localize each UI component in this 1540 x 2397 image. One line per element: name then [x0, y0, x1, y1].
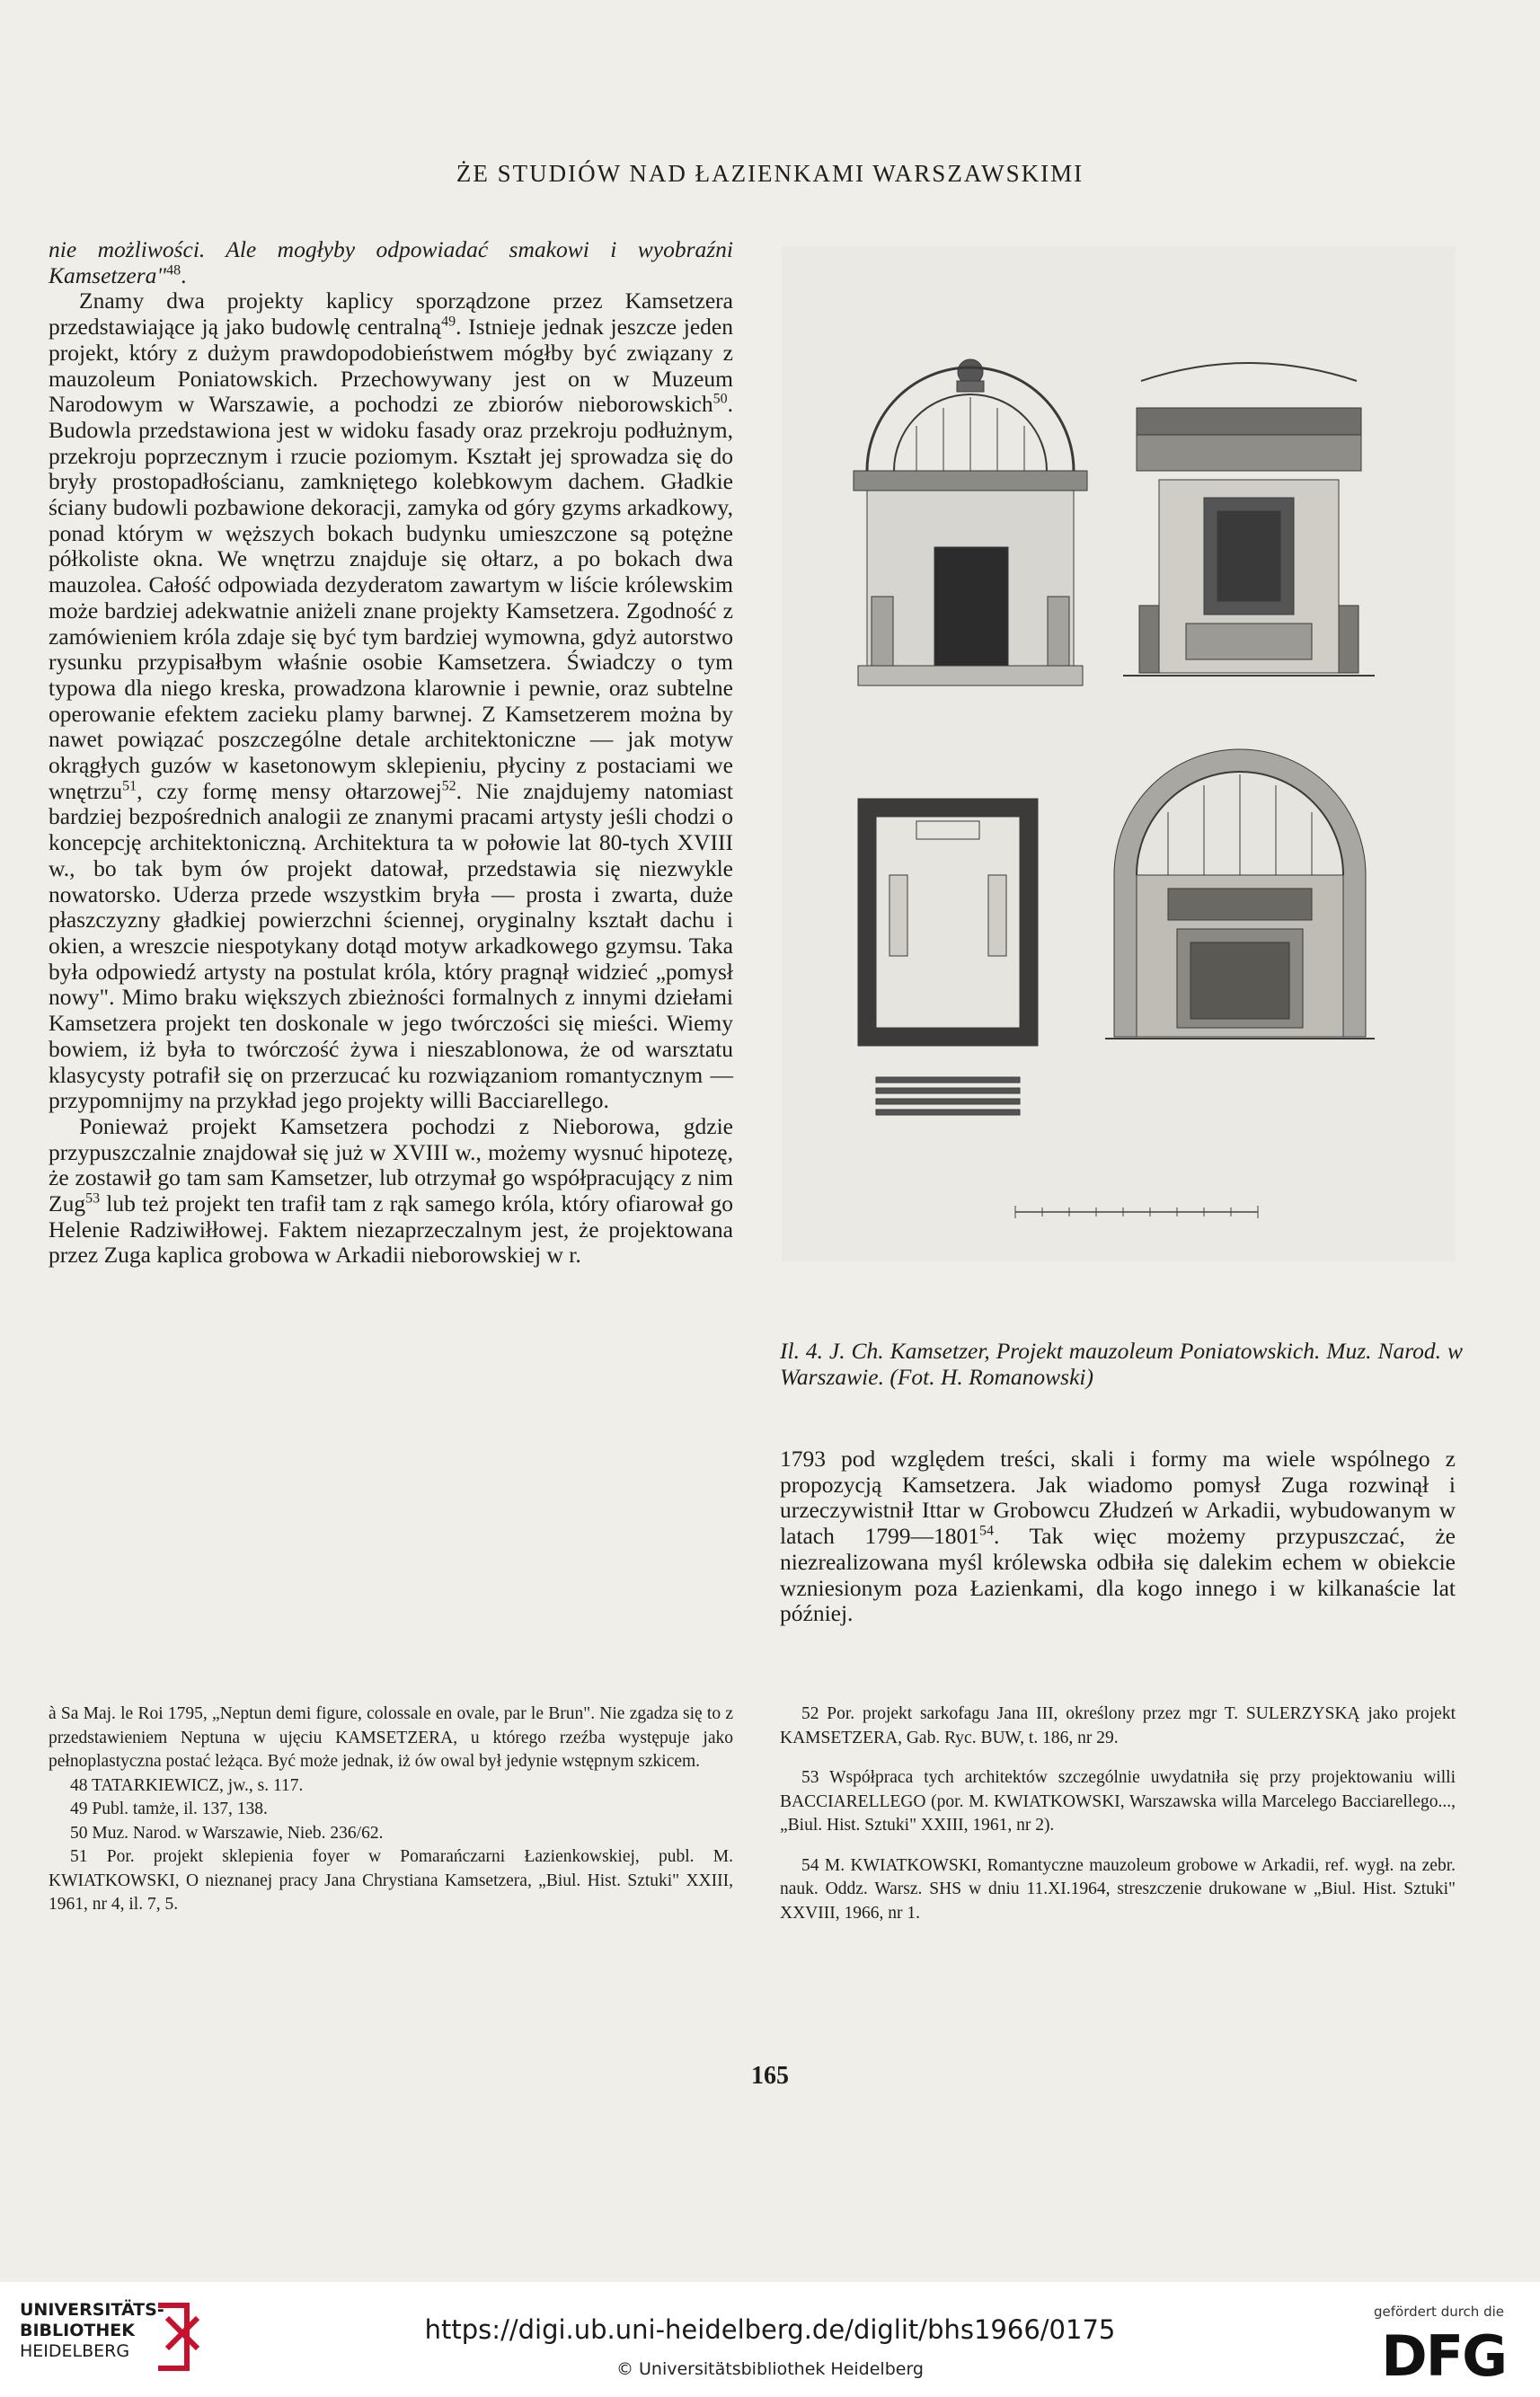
footnote-ref-54[interactable]: 54 [978, 1523, 994, 1539]
funded-by-label: gefördert durch die [1374, 2304, 1504, 2320]
longitudinal-section [1123, 363, 1375, 676]
left-column [49, 237, 733, 1269]
paragraph-2-part-c: . Budowla przedstawiona jest w widoku fasady oraz przekroju podłużnym, przekroju poprzecznym i rzucie poziomym. Kształt jej sprowadza się do bryły prostopadłościanu, zamkniętego kolebkowym dachem. Gładkie ściany budowli pozbawione dekoracji, zamyka od góry gzyms arkadkowy, ponad którym w węższych bokach budynku umieszczone są potężne półkoliste okna. We wnętrzu znajduje się ołtarz, a po bokach dwa mauzolea. Całość odpowiada dezyderatom zawartym w liście królewskim może bardziej adekwatnie aniżeli znane projekty Kamsetzera. Zgodność z zamówieniem króla zdaje się być tym bardziej wymowna, gdyż autorstwo rysunku przypisałbym właśnie osobie Kamsetzera. Świadczy o tym typowa dla niego kreska, prowadzona klarownie i pewnie, oraz subtelne operowanie efektem zacieku plamy barwnej. Z Kamsetzerem można by nawet powiązać poszczególne detale architektoniczne — jak motyw okrągłych guzów w kasetonowym sklepieniu, płyciny z postaciami we wnętrzu [49, 391, 733, 804]
footnote-continuation: à Sa Maj. le Roi 1795, „Neptun demi figure, colossale en ovale, par le Brun". Nie zgadza się to z przedstawieniem Neptuna w ujęciu KAMSETZERA, u którego rzeźba występuje jako pełnoplastyczna postać leżąca. Być może jednak, iż ów owal był jedynie wstępnym szkicem. [49, 1704, 733, 1771]
paragraph-1 [49, 237, 733, 288]
paragraph-3-part-b: lub też projekt ten trafił tam z rąk samego króla, który ofiarował go Helenie Radziwiłłowej. Faktem niezaprzeczalnym jest, że projektowana przez Zuga kaplica grobowa w Arkadii nieborowskiej w r. [49, 1190, 733, 1269]
footnote-48: 48 TATARKIEWICZ, jw., s. 117. [70, 1775, 304, 1795]
footnote-ref-50[interactable]: 50 [712, 391, 728, 407]
footnote-50: 50 Muz. Narod. w Warszawie, Nieb. 236/62. [70, 1823, 384, 1843]
footnote-ref-52[interactable]: 52 [441, 778, 456, 794]
paragraph-2-part-a: Znamy dwa projekty kaplicy sporządzone przez Kamsetzera przedstawiające ją jako budowlę centralną [49, 287, 733, 341]
footnote-ref-53[interactable]: 53 [85, 1190, 101, 1207]
paragraph-2 [49, 288, 733, 1114]
footnote-ref-51[interactable]: 51 [122, 778, 137, 794]
footnote-54: 54 M. KWIATKOWSKI, Romantyczne mauzoleum grobowe w Arkadii, ref. wygł. na zebr. nauk. Oddz. Warsz. SHS w dniu 11.XI.1964, streszczenie drukowane w „Biul. Hist. Sztuki" XXVIII, 1966, nr 1. [780, 1855, 1456, 1923]
page-url-link[interactable]: https://digi.ub.uni-heidelberg.de/diglit/bhs1966/0175 [424, 2314, 1116, 2345]
right-paragraph-part-a: 1793 pod względem treści, skali i formy ma wiele wspólnego z propozycją Kamsetzera. Jak wiadomo pomysł Zuga rozwinął i urzeczywistnił Ittar w Grobowcu Złudzeń w Arkadii, wybudowanym w latach 1799—1801 [780, 1446, 1456, 1550]
right-column [780, 1446, 1456, 1627]
footnote-ref-49[interactable]: 49 [441, 314, 456, 330]
footnote-53: 53 Współpraca tych architektów szczególnie uwydatniła się przy projektowaniu willi BACCIARELLEGO (por. M. KWIATKOWSKI, Warszawska willa Marcelego Bacciarellego..., „Biul. Hist. Sztuki" XXIII, 1961, nr 2). [780, 1768, 1456, 1835]
quote-text: nie możliwości. Ale mogłyby odpowiadać smakowi i wyobraźni Kamsetzera" [49, 236, 733, 288]
footnote-51: 51 Por. projekt sklepienia foyer w Pomarańczarni Łazienkowskiej, publ. M. KWIATKOWSKI, O nieznanej pracy Jana Chrystiana Kamsetzera, „Biul. Hist. Sztuki" XXIII, 1961, nr 4, il. 7, 5. [49, 1847, 733, 1914]
footnote-52: 52 Por. projekt sarkofagu Jana III, określony przez mgr T. SULERZYSKĄ jako projekt KAMSETZERA, Gab. Ryc. BUW, t. 186, nr 29. [780, 1704, 1456, 1747]
library-line-3: HEIDELBERG [20, 2341, 130, 2361]
library-line-2: BIBLIOTHEK [20, 2321, 135, 2340]
facade-elevation [854, 359, 1087, 685]
paragraph-3-part-a: Ponieważ projekt Kamsetzera pochodzi z Nieborowa, gdzie przypuszczalnie znajdował się już w XVIII w., możemy wysnuć hipotezę, że zostawił go tam sam Kamsetzer, lub otrzymał go współpracujący z nim Zug [49, 1112, 733, 1217]
dfg-logo[interactable]: DFG [1381, 2323, 1506, 2389]
footnote-49: 49 Publ. tamże, il. 137, 138. [70, 1800, 268, 1818]
paragraph-3 [49, 1114, 733, 1269]
viewer-footer [0, 2282, 1540, 2397]
footnote-ref-48[interactable]: 48 [166, 262, 181, 279]
mausoleum-drawing [782, 246, 1456, 1261]
architectural-drawing-figure [782, 246, 1456, 1261]
figure-caption: Il. 4. J. Ch. Kamsetzer, Projekt mauzoleum Poniatowskich. Muz. Narod. w Warszawie. (Fot. H. Romanowski) [780, 1338, 1463, 1390]
transverse-section [1105, 749, 1375, 1039]
copyright-notice: © Universitätsbibliothek Heidelberg [615, 2359, 924, 2379]
page-number: 165 [751, 2062, 789, 2090]
library-line-1: UNIVERSITÄTS- [20, 2300, 164, 2320]
paragraph-1-end: . [181, 261, 187, 288]
footnotes-right [780, 1703, 1456, 1941]
running-head: ŻE STUDIÓW NAD ŁAZIENKAMI WARSZAWSKIMI [456, 160, 1084, 187]
right-paragraph-part-b: . Tak więc możemy przypuszczać, że niezrealizowana myśl królewska odbiła się dalekim echem w obiekcie wzniesionym poza Łazienkami, dla kogo innego i w kilkanaście lat później. [780, 1523, 1456, 1627]
paragraph-2-part-d: , czy formę mensy ołtarzowej [137, 777, 442, 804]
paragraph-2-part-b: . Istnieje jednak jeszcze jeden projekt, który z dużym prawdopodobieństwem mógłby być związany z mauzoleum Poniatowskich. Przechowywany jest on w Muzeum Narodowym w Warszawie, a pochodzi ze zbiorów nieborowskich [49, 314, 733, 418]
footnotes-left [49, 1703, 733, 1917]
paragraph-2-part-e: . Nie znajdujemy natomiast bardziej bezpośrednich analogii ze znanymi pracami artysty jeśli chodzi o koncepcję architektoniczną. Architektura ta w połowie lat 80-tych XVIII w., bo tak bym ów projekt datował, przedstawia się niezwykle nowatorsko. Uderza przede wszystkim bryła — prosta i zwarta, duże płaszczyzny gładkiej powierzchni ściennej, oryginalny kształt dachu i okien, a wreszcie niespotykany dotąd motyw arkadkowego gzymsu. Taka była odpowiedź artysty na postulat króla, który pragnął widzieć „pomysł nowy". Mimo braku większych zbieżności formalnych z innymi dziełami Kamsetzera projekt ten doskonale w jego twórczości się mieści. Wiemy bowiem, iż była to twórczość żywa i nieszablonowa, że od warsztatu klasycysty potrafił się on przerzucać ku rozwiązaniom romantycznym — przypomnijmy na przykład jego projekty willi Bacciarellego. [49, 777, 733, 1114]
right-paragraph [780, 1446, 1456, 1627]
